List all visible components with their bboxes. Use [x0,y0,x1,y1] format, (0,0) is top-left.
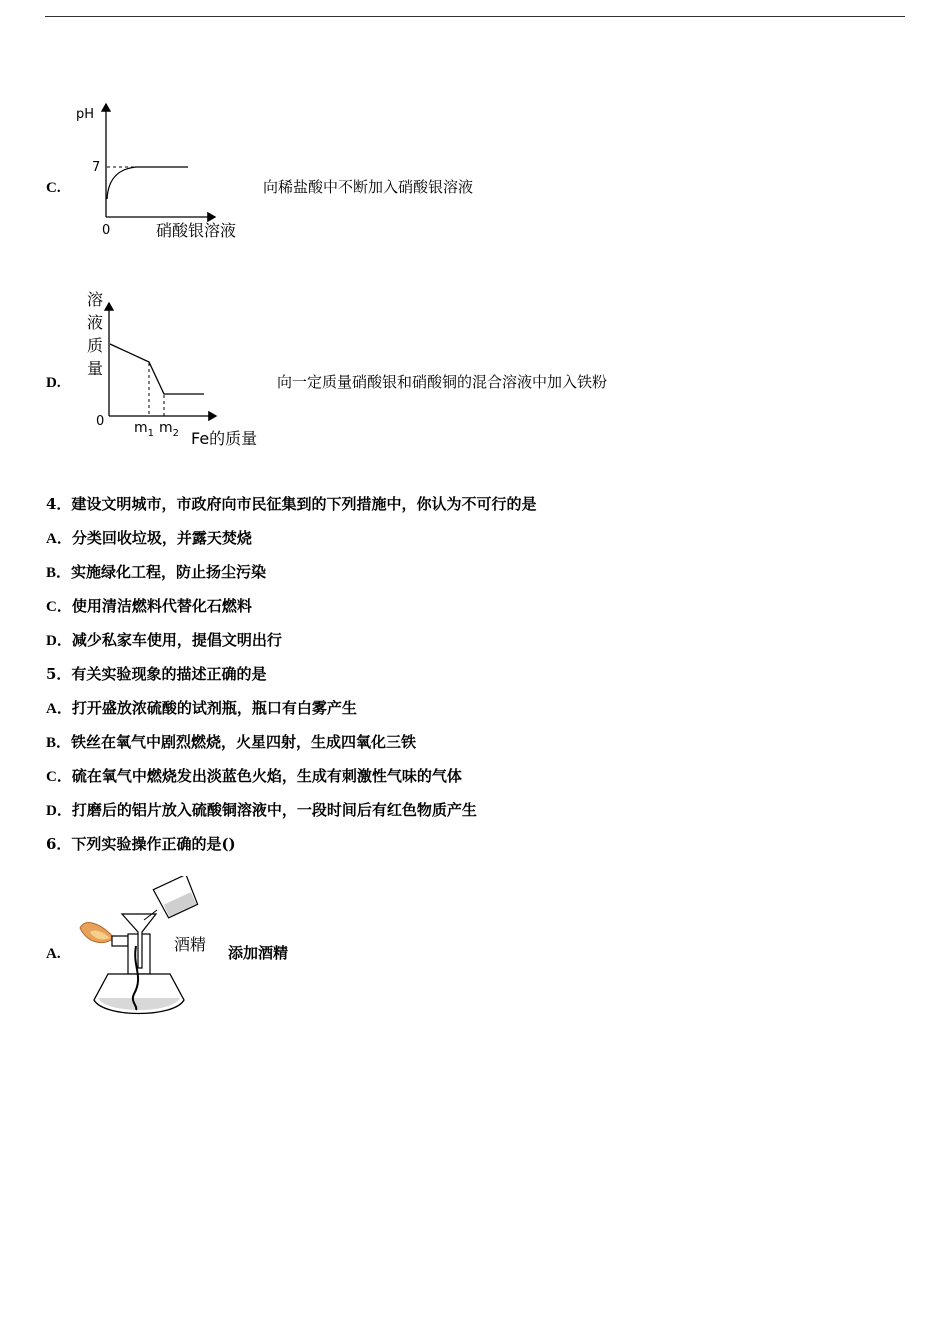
option-label: A． [46,531,72,547]
x-axis-label: Fe的质量 [191,429,258,448]
mass-curve [110,344,204,394]
option-text: 打开盛放浓硫酸的试剂瓶，瓶口有白雾产生 [71,699,357,717]
q4-option-d [46,630,282,651]
m2-label: $m_2$ [159,420,180,439]
alcohol-lamp-svg [74,876,224,1026]
y-label-char: 溶 [87,290,104,309]
mass-graph-svg [78,288,273,453]
alcohol-label: 酒精 [174,935,207,954]
option-text: 铁丝在氧气中剧烈燃烧，火星四射，生成四氧化三铁 [71,733,417,751]
option-c [46,177,61,198]
q5-option-c [46,766,462,787]
option-label: D. [46,375,61,391]
q6-option-a [46,943,61,964]
ph-graph-svg [70,96,255,246]
mass-graph [78,288,273,457]
question-4-stem: 4．建设文明城市，市政府向市民征集到的下列措施中，你认为不可行的是 [46,495,537,513]
option-label: A. [46,946,61,962]
option-d-text: 向一定质量硝酸银和硝酸铜的混合溶液中加入铁粉 [277,373,608,391]
y-axis-label: pH [76,107,95,122]
option-text: 分类回收垃圾，并露天焚烧 [71,529,252,547]
q5-option-d [46,800,477,821]
ph-curve [107,167,188,199]
option-label: C． [46,599,72,615]
option-label: B． [46,735,72,751]
x-axis-label: 硝酸银溶液 [156,221,237,240]
beaker-icon [153,876,199,919]
y-label-char: 液 [87,313,104,332]
question-6-stem: 6．下列实验操作正确的是() [46,835,236,853]
option-text: 实施绿化工程，防止扬尘污染 [71,563,267,581]
origin-label: 0 [102,223,111,238]
y-tick-7: 7 [92,160,101,175]
m1-label: $m_1$ [134,420,155,439]
q4-option-a [46,528,252,549]
option-text: 使用清洁燃料代替化石燃料 [71,597,252,615]
question-5-stem: 5．有关实验现象的描述正确的是 [46,665,267,683]
option-label: B． [46,565,72,581]
y-label-char: 量 [87,359,104,378]
option-label: D． [46,803,72,819]
y-label-char: 质 [87,336,104,355]
q5-option-b [46,732,416,753]
option-label: C. [46,180,61,196]
wick-holder [112,936,128,946]
origin-label: 0 [96,414,105,429]
option-label: C． [46,769,72,785]
option-d [46,372,61,393]
option-label: D． [46,633,72,649]
q5-option-a [46,698,357,719]
option-text: 硫在氧气中燃烧发出淡蓝色火焰，生成有刺激性气味的气体 [71,767,462,785]
alcohol-lamp-figure [74,876,224,1030]
q4-option-b [46,562,266,583]
ph-graph [70,96,255,250]
header-rule [45,16,905,17]
option-text: 减少私家车使用，提倡文明出行 [71,631,282,649]
option-label: A． [46,701,72,717]
option-c-text: 向稀盐酸中不断加入硝酸银溶液 [263,178,474,196]
q4-option-c [46,596,252,617]
option-text: 打磨后的铝片放入硫酸铜溶液中，一段时间后有红色物质产生 [71,801,477,819]
q6-option-a-text: 添加酒精 [228,944,289,962]
